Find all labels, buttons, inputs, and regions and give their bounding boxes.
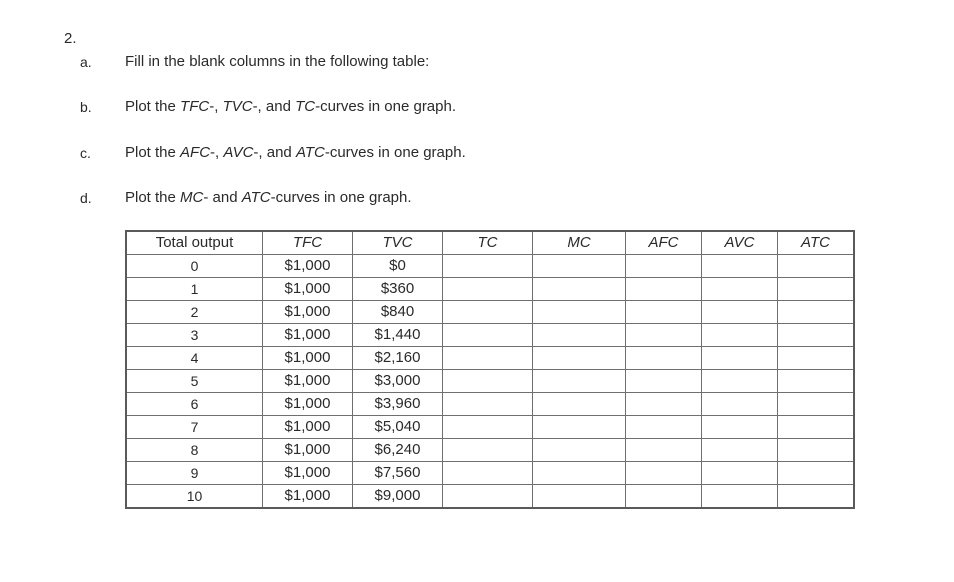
cell-mc (533, 462, 626, 485)
cell-tvc: $9,000 (353, 485, 443, 509)
cell-mc (533, 278, 626, 301)
cell-tvc: $2,160 (353, 347, 443, 370)
cell-tvc: $3,960 (353, 393, 443, 416)
item-d-part: -curves in one graph. (270, 189, 412, 206)
cell-total-output: 5 (126, 370, 263, 393)
cell-afc (626, 370, 702, 393)
item-letter-a: a. (80, 54, 92, 70)
cell-avc (702, 416, 778, 439)
item-b-part: -, (209, 98, 223, 115)
cell-tvc: $6,240 (353, 439, 443, 462)
item-c-part: AVC (223, 144, 254, 161)
cell-tvc: $7,560 (353, 462, 443, 485)
cell-mc (533, 485, 626, 509)
cell-tfc: $1,000 (263, 462, 353, 485)
cell-tc (443, 416, 533, 439)
cell-afc (626, 347, 702, 370)
cell-afc (626, 416, 702, 439)
item-d-part: ATC (241, 189, 271, 206)
item-b-part: -, and (252, 98, 296, 115)
cell-tc (443, 485, 533, 509)
cell-tvc: $1,440 (353, 324, 443, 347)
cell-afc (626, 278, 702, 301)
cell-mc (533, 255, 626, 278)
item-text-c (125, 144, 466, 161)
cell-avc (702, 439, 778, 462)
cell-mc (533, 324, 626, 347)
cell-afc (626, 462, 702, 485)
cell-mc (533, 370, 626, 393)
cell-avc (702, 278, 778, 301)
table-row (126, 255, 854, 278)
item-b-part: TC (295, 98, 316, 115)
cell-atc (778, 255, 855, 278)
cell-total-output: 10 (126, 485, 263, 509)
cell-avc (702, 393, 778, 416)
cell-atc (778, 462, 855, 485)
cell-total-output: 2 (126, 301, 263, 324)
cell-avc (702, 324, 778, 347)
cell-tfc: $1,000 (263, 255, 353, 278)
cell-afc (626, 439, 702, 462)
table-row (126, 301, 854, 324)
cell-tc (443, 393, 533, 416)
cell-avc (702, 255, 778, 278)
item-d-part: - and (203, 189, 242, 206)
header-total-output: Total output (126, 231, 263, 255)
cell-tfc: $1,000 (263, 393, 353, 416)
cell-tfc: $1,000 (263, 301, 353, 324)
item-text-b (125, 98, 456, 115)
cell-total-output: 6 (126, 393, 263, 416)
table-row (126, 278, 854, 301)
cell-tc (443, 462, 533, 485)
item-text-a (125, 53, 429, 70)
cell-tvc: $3,000 (353, 370, 443, 393)
cell-tfc: $1,000 (263, 370, 353, 393)
cell-afc (626, 255, 702, 278)
cell-mc (533, 416, 626, 439)
cell-avc (702, 370, 778, 393)
cell-total-output: 8 (126, 439, 263, 462)
cell-tfc: $1,000 (263, 416, 353, 439)
cell-mc (533, 439, 626, 462)
table-row (126, 324, 854, 347)
cell-atc (778, 416, 855, 439)
cell-tc (443, 439, 533, 462)
cell-atc (778, 370, 855, 393)
cell-atc (778, 485, 855, 509)
cell-tfc: $1,000 (263, 439, 353, 462)
cell-tvc: $360 (353, 278, 443, 301)
table-row (126, 370, 854, 393)
cell-afc (626, 393, 702, 416)
cell-avc (702, 485, 778, 509)
item-d-part: Plot the (125, 189, 181, 206)
table-row (126, 347, 854, 370)
table-row (126, 462, 854, 485)
cell-total-output: 7 (126, 416, 263, 439)
header-afc: AFC (626, 231, 702, 255)
cell-tfc: $1,000 (263, 278, 353, 301)
header-mc: MC (533, 231, 626, 255)
cell-tc (443, 255, 533, 278)
cell-tvc: $5,040 (353, 416, 443, 439)
item-text-d (125, 189, 412, 206)
table-row (126, 439, 854, 462)
cell-total-output: 3 (126, 324, 263, 347)
item-c-part: ATC (295, 144, 325, 161)
item-b-part: TFC (180, 98, 210, 115)
cell-atc (778, 347, 855, 370)
cell-afc (626, 301, 702, 324)
cell-atc (778, 393, 855, 416)
cell-atc (778, 324, 855, 347)
cell-tc (443, 347, 533, 370)
header-tvc: TVC (353, 231, 443, 255)
cell-tc (443, 301, 533, 324)
cell-avc (702, 462, 778, 485)
cell-afc (626, 324, 702, 347)
item-b-part: TVC (222, 98, 253, 115)
item-c-part: -, and (253, 144, 296, 161)
cell-avc (702, 301, 778, 324)
header-tfc: TFC (263, 231, 353, 255)
cell-mc (533, 347, 626, 370)
cell-atc (778, 301, 855, 324)
cell-total-output: 4 (126, 347, 263, 370)
header-tc: TC (443, 231, 533, 255)
item-c-part: -, (210, 144, 224, 161)
item-a-part: Fill in the blank columns in the following table: (125, 53, 430, 70)
header-atc: ATC (778, 231, 855, 255)
cell-tfc: $1,000 (263, 485, 353, 509)
cell-atc (778, 439, 855, 462)
item-c-part: Plot the (125, 144, 181, 161)
item-c-part: AFC (180, 144, 211, 161)
cell-tc (443, 278, 533, 301)
item-letter-b: b. (80, 99, 92, 115)
table-row (126, 485, 854, 509)
item-c-part: -curves in one graph. (324, 144, 466, 161)
cell-total-output: 0 (126, 255, 263, 278)
table-header-row (126, 231, 854, 255)
item-b-part: -curves in one graph. (315, 98, 457, 115)
cell-afc (626, 485, 702, 509)
cell-tc (443, 370, 533, 393)
cell-avc (702, 347, 778, 370)
header-avc: AVC (702, 231, 778, 255)
cell-tvc: $840 (353, 301, 443, 324)
item-d-part: MC (180, 189, 204, 206)
cell-tfc: $1,000 (263, 347, 353, 370)
table-body (126, 255, 854, 509)
cell-total-output: 1 (126, 278, 263, 301)
cell-tfc: $1,000 (263, 324, 353, 347)
cell-atc (778, 278, 855, 301)
cell-mc (533, 393, 626, 416)
cell-tvc: $0 (353, 255, 443, 278)
cell-mc (533, 301, 626, 324)
item-letter-c: c. (80, 145, 91, 161)
table-row (126, 393, 854, 416)
table-row (126, 416, 854, 439)
item-b-part: Plot the (125, 98, 181, 115)
item-letter-d: d. (80, 190, 92, 206)
question-number: 2. (64, 30, 77, 47)
cell-tc (443, 324, 533, 347)
cell-total-output: 9 (126, 462, 263, 485)
cost-table (125, 230, 855, 509)
